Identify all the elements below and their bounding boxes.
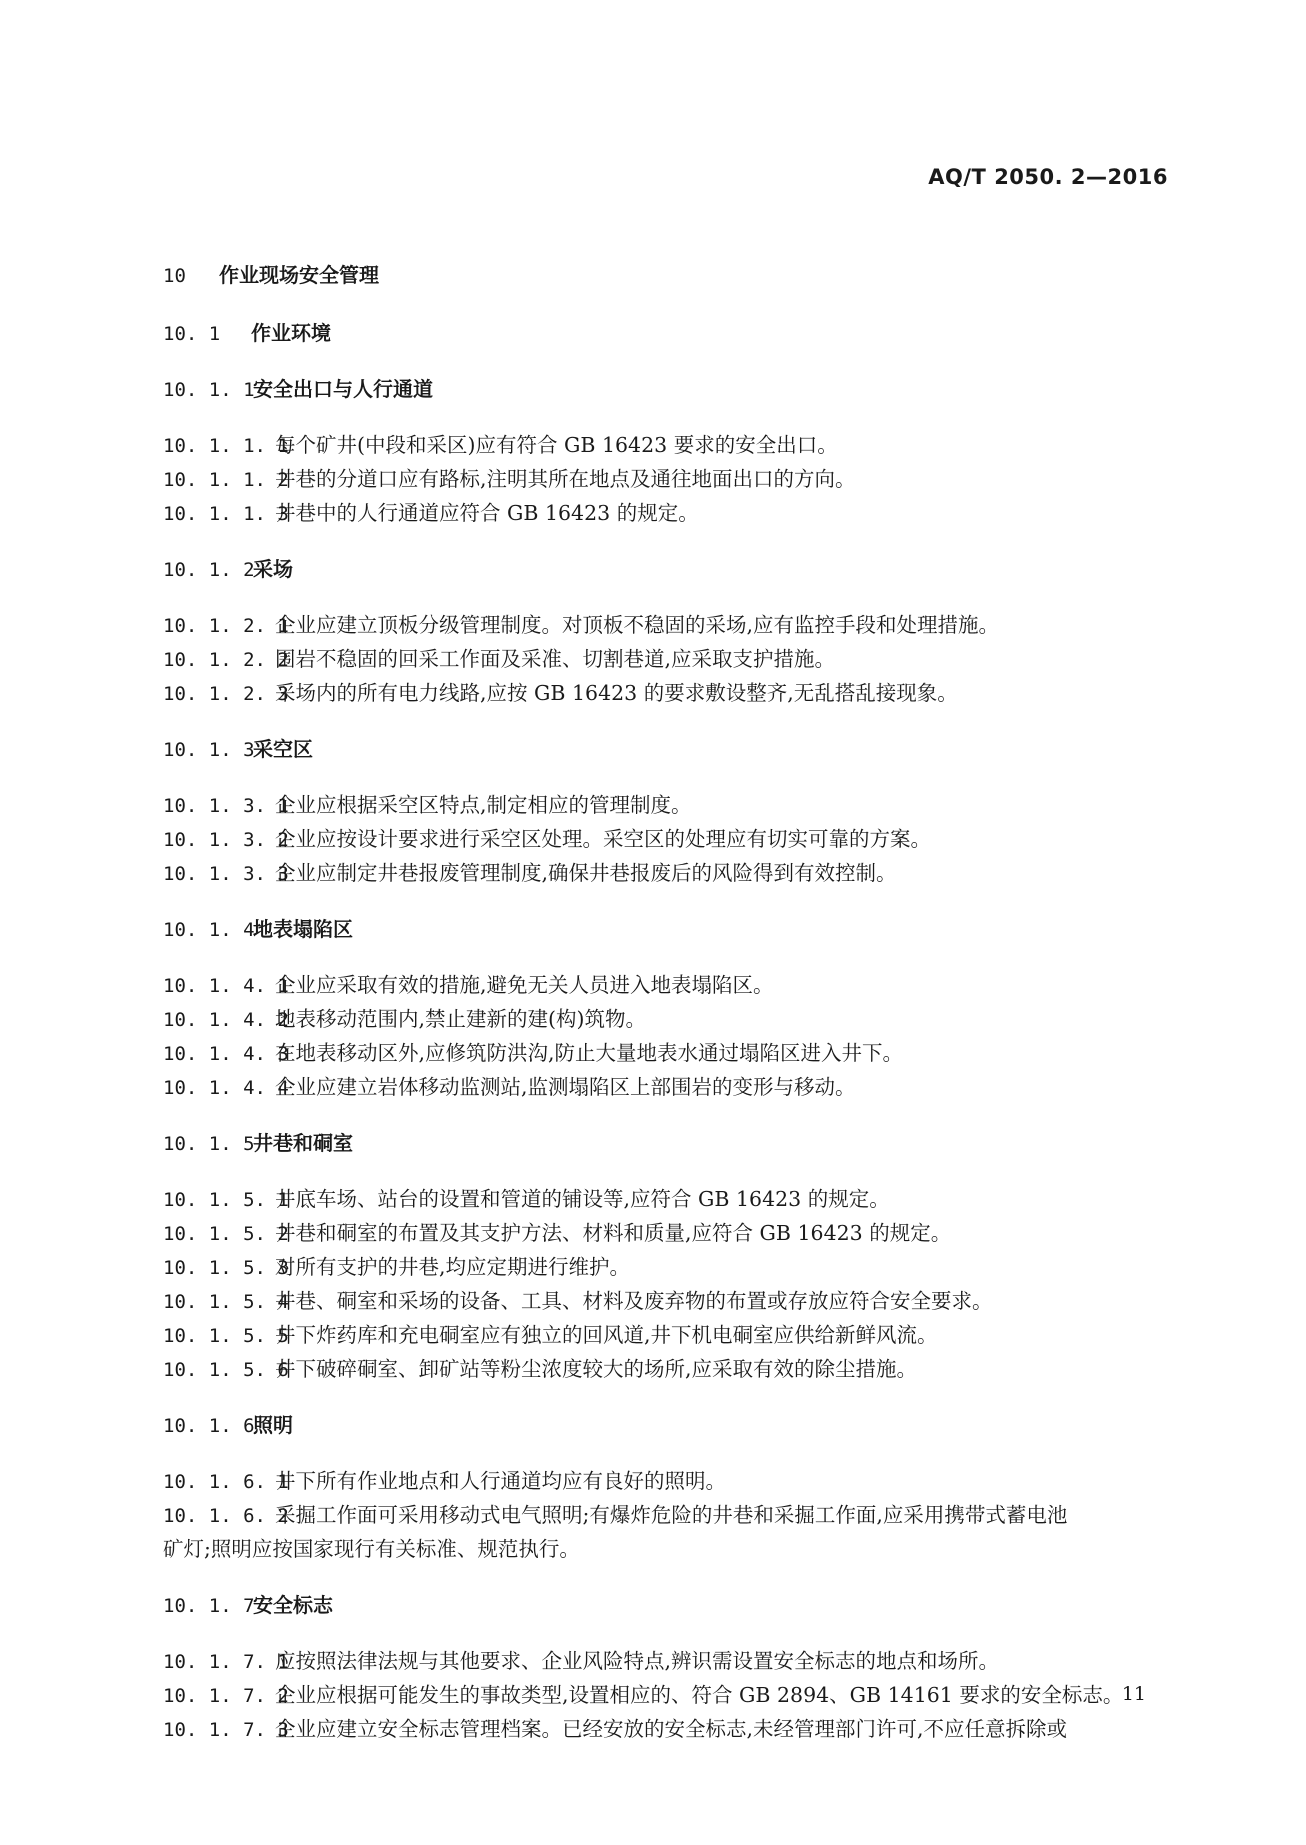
clause-text: 井下炸药库和充电硐室应有独立的回风道,井下机电硐室应供给新鲜风流。 xyxy=(275,1323,938,1347)
heading-number: 10. 1. 2 xyxy=(163,559,255,581)
clause-text: 企业应采取有效的措施,避免无关人员进入地表塌陷区。 xyxy=(275,973,774,997)
clause xyxy=(163,1070,1173,1104)
clause-text: 采掘工作面可采用移动式电气照明;有爆炸危险的井巷和采掘工作面,应采用携带式蓄电池 xyxy=(275,1503,1068,1527)
clause-text: 企业应按设计要求进行采空区处理。采空区的处理应有切实可靠的方案。 xyxy=(275,827,931,851)
clause xyxy=(163,1352,1173,1386)
clause-heading xyxy=(163,372,1173,406)
clause-text: 企业应建立安全标志管理档案。已经安放的安全标志,未经管理部门许可,不应任意拆除或 xyxy=(275,1717,1068,1741)
clause-heading xyxy=(163,1588,1173,1622)
heading-title: 地表塌陷区 xyxy=(253,917,353,941)
clause-heading xyxy=(163,552,1173,586)
clause-number: 10. 1. 3. 2 xyxy=(163,829,289,851)
clause xyxy=(163,462,1173,496)
clause-number: 10. 1. 4. 2 xyxy=(163,1009,289,1031)
clause-text: 井巷、硐室和采场的设备、工具、材料及废弃物的布置或存放应符合安全要求。 xyxy=(275,1289,993,1313)
heading-number: 10. 1. 5 xyxy=(163,1133,255,1155)
clause-heading xyxy=(163,1408,1173,1442)
heading-number: 10. 1. 7 xyxy=(163,1595,255,1617)
clause-number: 10. 1. 5. 6 xyxy=(163,1359,289,1381)
clause-number: 10. 1. 1. 1 xyxy=(163,435,289,457)
clause-text: 井巷的分道口应有路标,注明其所在地点及通往地面出口的方向。 xyxy=(275,467,856,491)
clause-text: 企业应制定井巷报废管理制度,确保井巷报废后的风险得到有效控制。 xyxy=(275,861,897,885)
clause-text: 地表移动范围内,禁止建新的建(构)筑物。 xyxy=(275,1007,647,1031)
document-body xyxy=(163,258,1173,1746)
section-title: 作业现场安全管理 xyxy=(219,263,379,287)
clause xyxy=(163,496,1173,530)
clause xyxy=(163,1284,1173,1318)
heading-title: 安全出口与人行通道 xyxy=(253,377,433,401)
clause-number: 10. 1. 7. 2 xyxy=(163,1685,289,1707)
clause-text: 井巷和硐室的布置及其支护方法、材料和质量,应符合 GB 16423 的规定。 xyxy=(275,1221,952,1245)
clause-text: 井巷中的人行通道应符合 GB 16423 的规定。 xyxy=(275,501,699,525)
clause-number: 10. 1. 2. 3 xyxy=(163,683,289,705)
clause-number: 10. 1. 2. 2 xyxy=(163,649,289,671)
clause-number: 10. 1. 5. 4 xyxy=(163,1291,289,1313)
clause xyxy=(163,822,1173,856)
heading-number: 10. 1. 6 xyxy=(163,1415,255,1437)
section-number: 10 xyxy=(163,265,186,287)
clause xyxy=(163,676,1173,710)
clause-text: 井底车场、站台的设置和管道的铺设等,应符合 GB 16423 的规定。 xyxy=(275,1187,890,1211)
clause-text: 企业应建立岩体移动监测站,监测塌陷区上部围岩的变形与移动。 xyxy=(275,1075,856,1099)
clause xyxy=(163,968,1173,1002)
clause-number: 10. 1. 5. 1 xyxy=(163,1189,289,1211)
page-number: 11 xyxy=(1121,1683,1146,1705)
clause xyxy=(163,856,1173,890)
clause xyxy=(163,1036,1173,1070)
clause xyxy=(163,1318,1173,1352)
clause-heading xyxy=(163,912,1173,946)
heading-title: 安全标志 xyxy=(253,1593,333,1617)
clause xyxy=(163,1216,1173,1250)
heading-title: 采空区 xyxy=(253,737,313,761)
heading-number: 10. 1. 1 xyxy=(163,379,255,401)
clause-number: 10. 1. 3. 1 xyxy=(163,795,289,817)
clause-number: 10. 1. 1. 3 xyxy=(163,503,289,525)
clause-heading xyxy=(163,732,1173,766)
clause-number: 10. 1. 6. 2 xyxy=(163,1505,289,1527)
clause-heading xyxy=(163,1126,1173,1160)
heading-number: 10. 1. 3 xyxy=(163,739,255,761)
clause-number: 10. 1. 5. 5 xyxy=(163,1325,289,1347)
clause xyxy=(163,1644,1173,1678)
clause-number: 10. 1. 4. 1 xyxy=(163,975,289,997)
clause xyxy=(163,788,1173,822)
clause-text: 井下破碎硐室、卸矿站等粉尘浓度较大的场所,应采取有效的除尘措施。 xyxy=(275,1357,918,1381)
clause-number: 10. 1. 4. 4 xyxy=(163,1077,289,1099)
clause-text: 每个矿井(中段和采区)应有符合 GB 16423 要求的安全出口。 xyxy=(275,433,838,457)
clause-text: 企业应根据可能发生的事故类型,设置相应的、符合 GB 2894、GB 14161 要求的安全标志。 xyxy=(275,1683,1124,1707)
clause-text: 围岩不稳固的回采工作面及采准、切割巷道,应采取支护措施。 xyxy=(275,647,836,671)
clause-text: 企业应建立顶板分级管理制度。对顶板不稳固的采场,应有监控手段和处理措施。 xyxy=(275,613,1000,637)
clause-number: 10. 1. 6. 1 xyxy=(163,1471,289,1493)
clause-text: 企业应根据采空区特点,制定相应的管理制度。 xyxy=(275,793,692,817)
clause xyxy=(163,428,1173,462)
clause-text: 采场内的所有电力线路,应按 GB 16423 的要求敷设整齐,无乱搭乱接现象。 xyxy=(275,681,958,705)
clause xyxy=(163,1678,1173,1712)
clause xyxy=(163,1712,1173,1746)
clause xyxy=(163,608,1173,642)
clause-text-continued: 矿灯;照明应按国家现行有关标准、规范执行。 xyxy=(163,1537,580,1561)
clause-number: 10. 1. 4. 3 xyxy=(163,1043,289,1065)
clause-number: 10. 1. 7. 3 xyxy=(163,1719,289,1741)
clause-number: 10. 1. 2. 1 xyxy=(163,615,289,637)
clause-number: 10. 1. 7. 1 xyxy=(163,1651,289,1673)
clause xyxy=(163,1002,1173,1036)
clause-continuation xyxy=(163,1532,1173,1566)
clause-text: 应按照法律法规与其他要求、企业风险特点,辨识需设置安全标志的地点和场所。 xyxy=(275,1649,1000,1673)
heading-title: 照明 xyxy=(253,1413,293,1437)
clause-number: 10. 1. 1. 2 xyxy=(163,469,289,491)
clause-text: 对所有支护的井巷,均应定期进行维护。 xyxy=(275,1255,631,1279)
standard-code: AQ/T 2050. 2—2016 xyxy=(928,165,1168,189)
clause-number: 10. 1. 5. 3 xyxy=(163,1257,289,1279)
heading-title: 采场 xyxy=(253,557,293,581)
clause-number: 10. 1. 5. 2 xyxy=(163,1223,289,1245)
heading-number: 10. 1 xyxy=(163,323,221,345)
clause xyxy=(163,1250,1173,1284)
clause xyxy=(163,1464,1173,1498)
clause-text: 井下所有作业地点和人行通道均应有良好的照明。 xyxy=(275,1469,726,1493)
subsection-heading xyxy=(163,316,1173,350)
heading-title: 作业环境 xyxy=(251,321,331,345)
clause xyxy=(163,1498,1173,1532)
clause xyxy=(163,1182,1173,1216)
clause xyxy=(163,642,1173,676)
section-heading xyxy=(163,258,1173,292)
clause-text: 在地表移动区外,应修筑防洪沟,防止大量地表水通过塌陷区进入井下。 xyxy=(275,1041,904,1065)
heading-number: 10. 1. 4 xyxy=(163,919,255,941)
clause-number: 10. 1. 3. 3 xyxy=(163,863,289,885)
heading-title: 井巷和硐室 xyxy=(253,1131,353,1155)
